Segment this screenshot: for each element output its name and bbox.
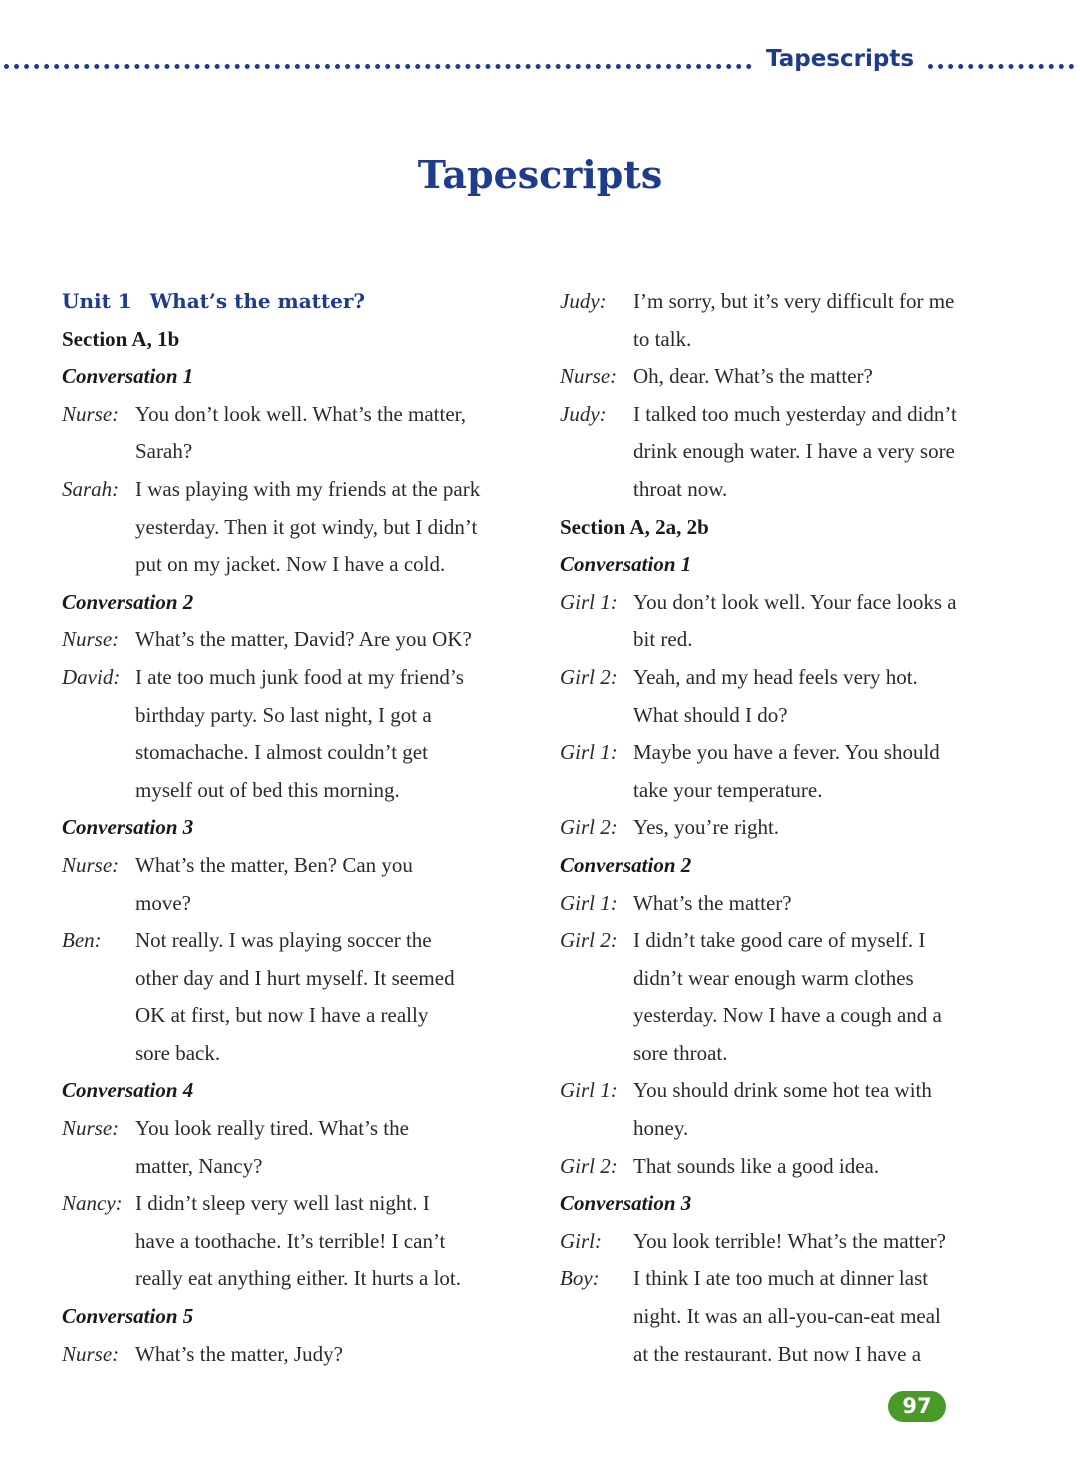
dialogue-line: You don’t look well. What’s the matter, (135, 401, 467, 426)
dialogue-line: Yes, you’re right. (633, 815, 780, 840)
dialogue-turn (560, 1260, 1020, 1373)
dialogue-line: I think I ate too much at dinner last (633, 1266, 929, 1291)
conversation-heading: Conversation 2 (62, 589, 194, 614)
speaker-name: Girl 1: (560, 589, 618, 614)
dialogue-turn (560, 659, 1020, 734)
section-heading: Section A, 1b (62, 326, 180, 351)
dialogue-line: matter, Nancy? (135, 1153, 263, 1178)
dialogue-line: I didn’t sleep very well last night. I (135, 1191, 430, 1216)
dialogue-line: birthday party. So last night, I got a (135, 702, 432, 727)
dialogue-turn (62, 471, 532, 584)
dialogue-line: throat now. (633, 476, 728, 501)
dialogue-line: sore back. (135, 1040, 221, 1065)
dialogue-line: stomachache. I almost couldn’t get (135, 740, 428, 765)
dialogue-turn (560, 283, 1020, 358)
dialogue-line: Maybe you have a fever. You should (633, 740, 940, 765)
speaker-name: Boy: (560, 1266, 600, 1291)
header-dotted-rule-right (928, 64, 1074, 69)
dialogue-turn (62, 621, 532, 659)
dialogue-turn (560, 1072, 1020, 1147)
speaker-name: Girl 2: (560, 815, 618, 840)
conversation-heading: Conversation 1 (62, 364, 194, 389)
dialogue-line: bit red. (633, 627, 693, 652)
speaker-name: Nurse: (62, 627, 120, 652)
dialogue-line: at the restaurant. But now I have a (633, 1341, 922, 1366)
dialogue-line: What should I do? (633, 702, 788, 727)
page-title: Tapescripts (417, 152, 663, 197)
dialogue-line: What’s the matter, Judy? (135, 1341, 343, 1366)
page-number-badge: 97 (888, 1391, 946, 1422)
dialogue-line: other day and I hurt myself. It seemed (135, 965, 455, 990)
dialogue-line: Not really. I was playing soccer the (135, 928, 432, 953)
speaker-name: Ben: (62, 928, 102, 953)
dialogue-line: I’m sorry, but it’s very difficult for me (633, 289, 955, 313)
dialogue-turn (560, 358, 1020, 396)
dialogue-turn (560, 396, 1020, 509)
speaker-name: Girl 2: (560, 1153, 618, 1178)
right-column (560, 283, 1020, 1373)
left-column (62, 283, 532, 1373)
dialogue-line: sore throat. (633, 1040, 728, 1065)
dialogue-turn (560, 809, 1020, 847)
dialogue-line: Oh, dear. What’s the matter? (633, 364, 873, 389)
dialogue-turn (62, 922, 532, 1072)
speaker-name: Judy: (560, 401, 607, 426)
dialogue-line: really eat anything either. It hurts a lot. (135, 1266, 461, 1291)
section-heading: Section A, 2a, 2b (560, 514, 709, 539)
dialogue-line: What’s the matter? (633, 890, 792, 915)
dialogue-line: take your temperature. (633, 777, 823, 802)
dialogue-line: didn’t wear enough warm clothes (633, 965, 914, 990)
speaker-name: Nurse: (560, 364, 618, 389)
dialogue-line: What’s the matter, Ben? Can you (135, 852, 413, 877)
conversation-heading: Conversation 2 (560, 852, 692, 877)
dialogue-turn (62, 659, 532, 809)
dialogue-turn (62, 847, 532, 922)
dialogue-line: You look really tired. What’s the (135, 1116, 409, 1141)
dialogue-line: That sounds like a good idea. (633, 1153, 880, 1178)
dialogue-line: put on my jacket. Now I have a cold. (135, 552, 446, 577)
speaker-name: Nurse: (62, 1116, 120, 1141)
speaker-name: Girl 1: (560, 1078, 618, 1103)
dialogue-line: OK at first, but now I have a really (135, 1003, 429, 1028)
conversation-heading: Conversation 3 (560, 1191, 692, 1216)
dialogue-line: myself out of bed this morning. (135, 777, 400, 802)
dialogue-line: You should drink some hot tea with (633, 1078, 932, 1103)
dialogue-line: I was playing with my friends at the park (135, 476, 481, 501)
unit-number: Unit 1 (62, 289, 132, 313)
dialogue-line: yesterday. Then it got windy, but I didn’t (135, 514, 478, 539)
speaker-name: Girl 2: (560, 928, 618, 953)
dialogue-turn (62, 1110, 532, 1185)
running-header (0, 44, 1080, 80)
unit-title: What’s the matter? (149, 289, 366, 313)
dialogue-turn (62, 1336, 532, 1374)
conversation-heading: Conversation 1 (560, 552, 692, 577)
speaker-name: Girl 2: (560, 664, 618, 689)
dialogue-line: Sarah? (135, 439, 193, 464)
dialogue-line: You look terrible! What’s the matter? (633, 1228, 946, 1253)
speaker-name: Nurse: (62, 852, 120, 877)
dialogue-turn (560, 922, 1020, 1072)
speaker-name: Nurse: (62, 1341, 120, 1366)
conversation-heading: Conversation 5 (62, 1304, 194, 1329)
dialogue-turn (560, 584, 1020, 659)
dialogue-line: Yeah, and my head feels very hot. (633, 664, 918, 689)
dialogue-line: night. It was an all-you-can-eat meal (633, 1304, 941, 1329)
speaker-name: Girl 1: (560, 740, 618, 765)
dialogue-line: I talked too much yesterday and didn’t (633, 401, 957, 426)
speaker-name: Girl 1: (560, 890, 618, 915)
conversation-heading: Conversation 3 (62, 815, 194, 840)
speaker-name: Sarah: (62, 476, 120, 501)
dialogue-turn (560, 885, 1020, 923)
conversation-heading: Conversation 4 (62, 1078, 194, 1103)
dialogue-turn (62, 1185, 532, 1298)
speaker-name: Nurse: (62, 401, 120, 426)
dialogue-line: drink enough water. I have a very sore (633, 439, 955, 464)
dialogue-line: yesterday. Now I have a cough and a (633, 1003, 942, 1028)
dialogue-line: What’s the matter, David? Are you OK? (135, 627, 472, 652)
dialogue-line: move? (135, 890, 191, 915)
dialogue-line: have a toothache. It’s terrible! I can’t (135, 1228, 446, 1253)
dialogue-line: honey. (633, 1116, 689, 1141)
speaker-name: Girl: (560, 1228, 602, 1253)
dialogue-line: I ate too much junk food at my friend’s (135, 664, 464, 689)
dialogue-turn (560, 1223, 1020, 1261)
dialogue-line: I didn’t take good care of myself. I (633, 928, 926, 953)
speaker-name: Judy: (560, 289, 607, 313)
dialogue-turn (560, 1148, 1020, 1186)
speaker-name: David: (62, 664, 121, 689)
header-dotted-rule-left (4, 64, 752, 69)
dialogue-turn (560, 734, 1020, 809)
dialogue-line: You don’t look well. Your face looks a (633, 589, 957, 614)
dialogue-turn (62, 396, 532, 471)
unit-heading (62, 283, 532, 321)
header-label: Tapescripts (766, 46, 915, 72)
speaker-name: Nancy: (62, 1191, 123, 1216)
dialogue-line: to talk. (633, 326, 692, 351)
